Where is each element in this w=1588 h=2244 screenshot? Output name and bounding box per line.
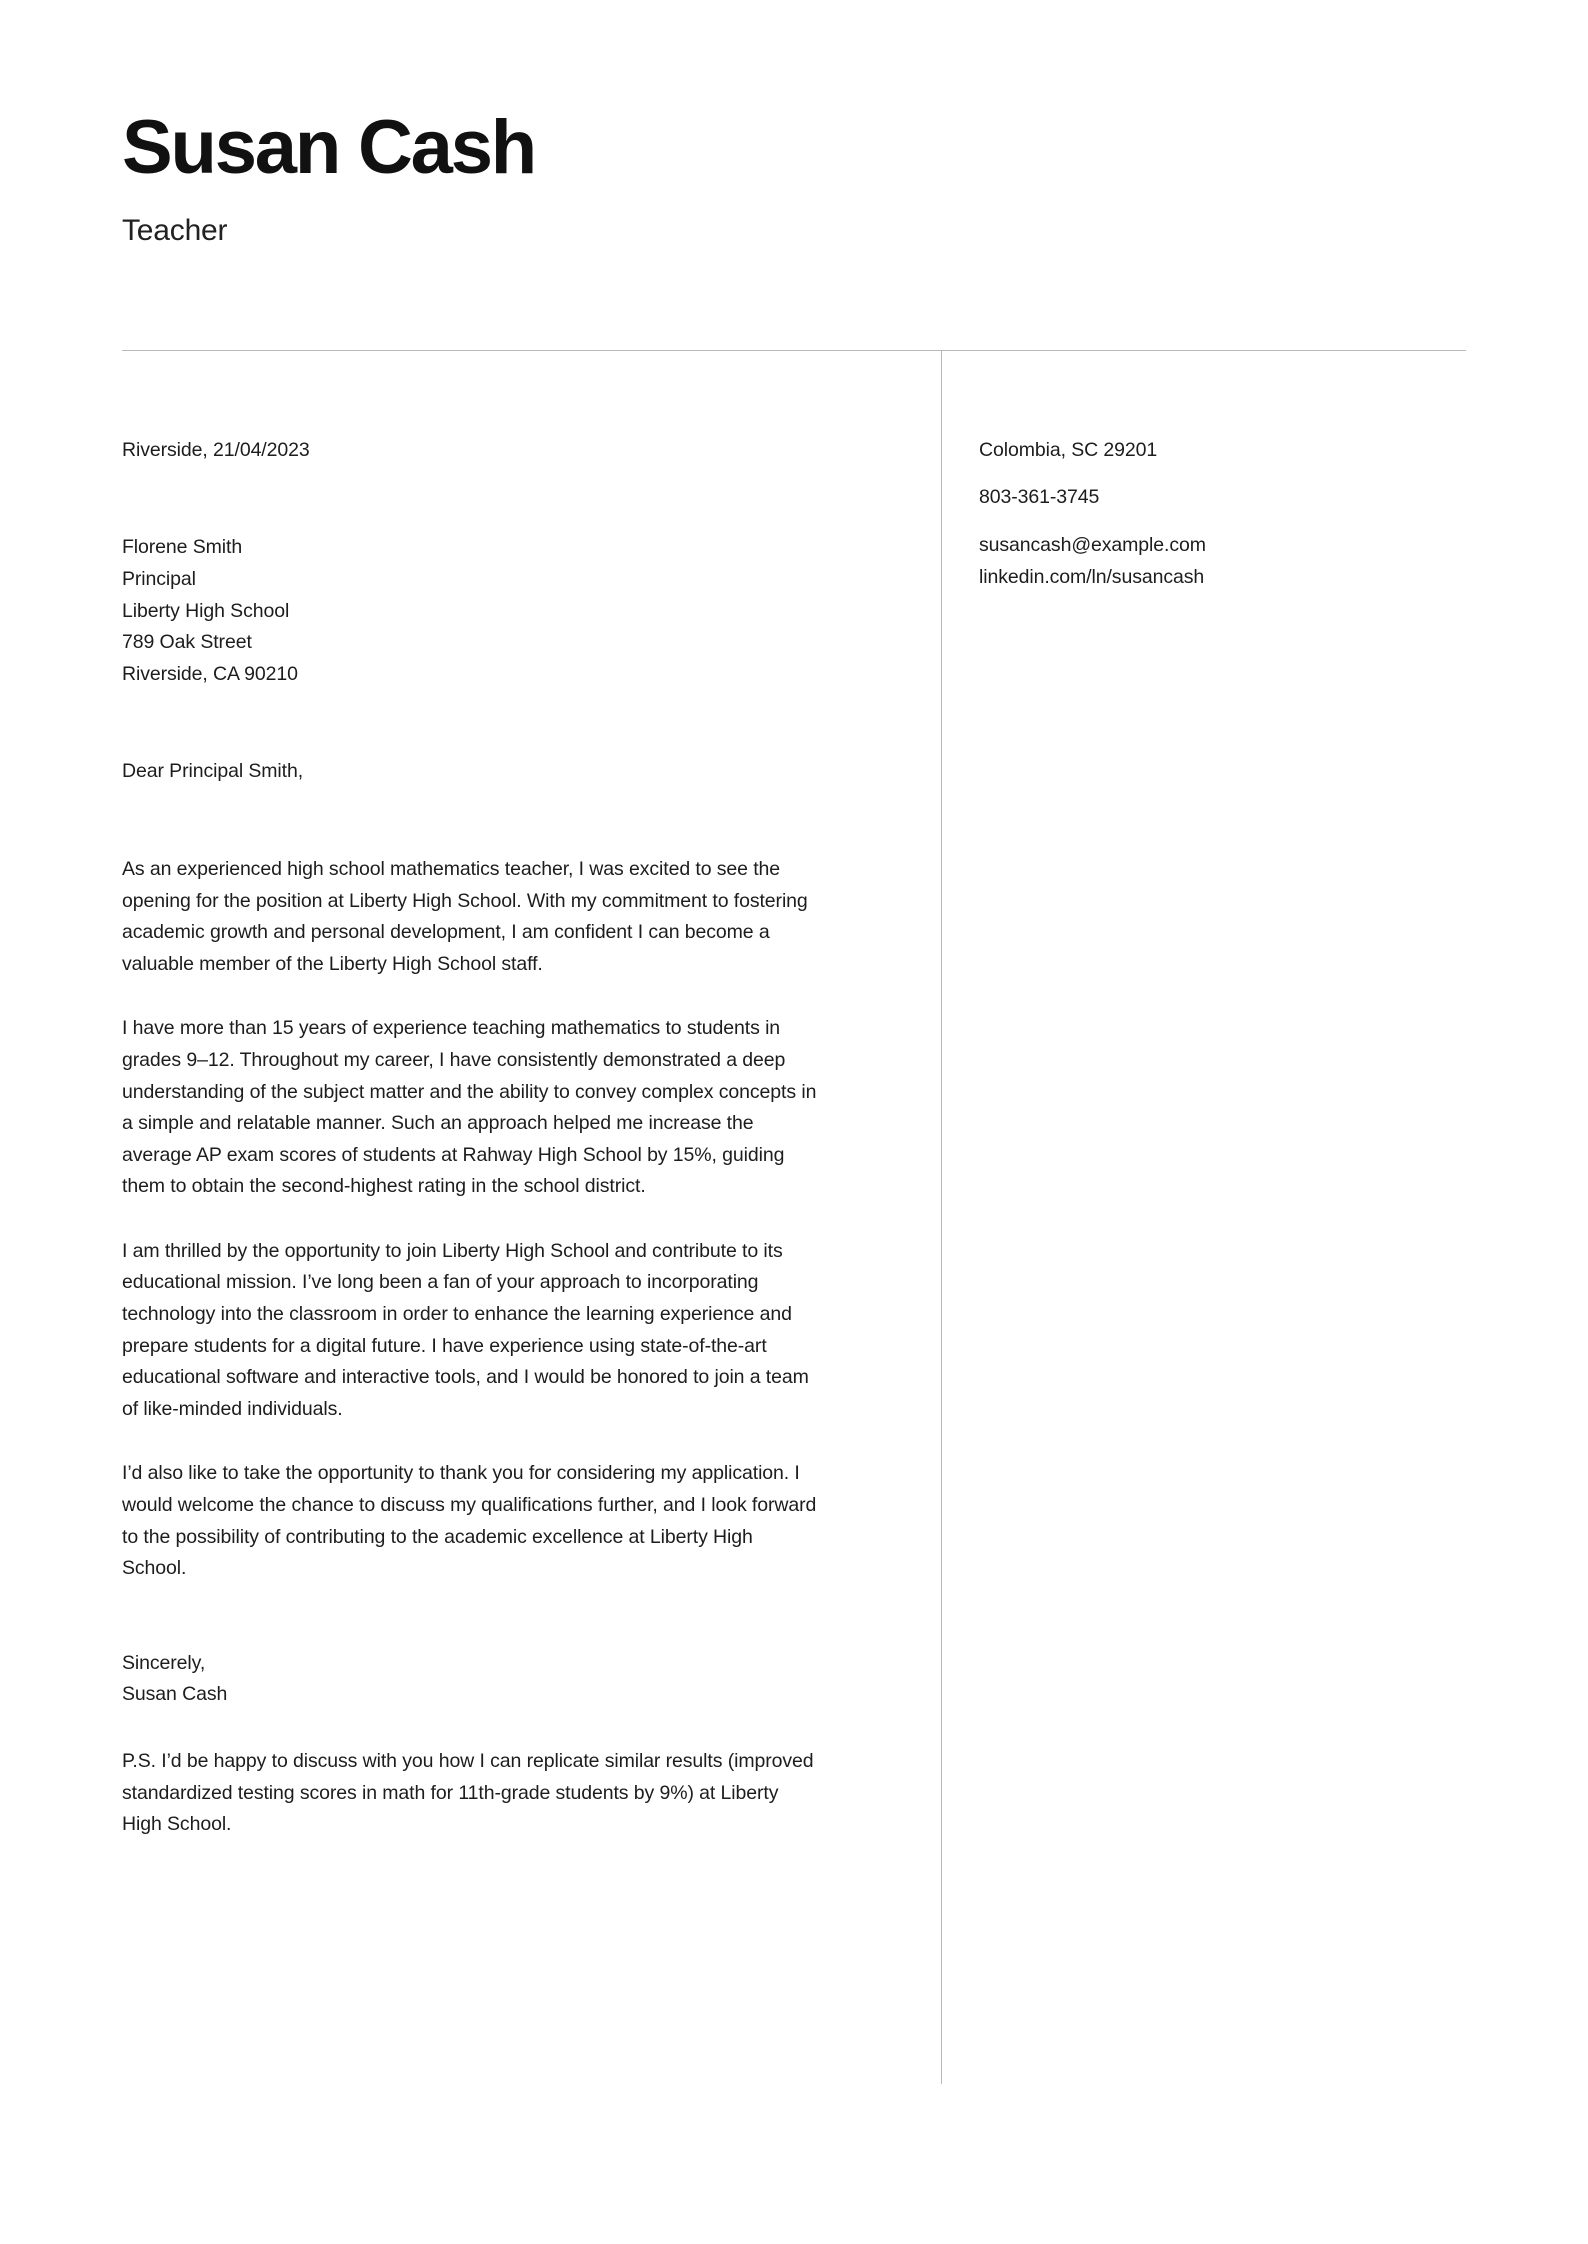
document-header <box>122 0 1466 248</box>
signature-name: Susan Cash <box>122 1683 228 1706</box>
document-body <box>122 351 1466 1841</box>
recipient-street: 789 Oak Street <box>122 631 252 654</box>
letter-paragraph-3: I am thrilled by the opportunity to join Liberty High School and contribute to its educational mission. I’ve long been a fan of your approach to incorporating technology into the classroom in order to enhance the learning experience and prepare students for a digital future. I have experience using state-of-the-art educational software and interactive tools, and I would be honored to join a team of like-minded individuals. <box>122 1239 809 1420</box>
salutation: Dear Principal Smith, <box>122 760 304 783</box>
closing: Sincerely, <box>122 1651 206 1674</box>
postscript: P.S. I’d be happy to discuss with you how I can replicate similar results (improved standardized testing scores in math for 11th-grade students by 9%) at Liberty High School. <box>122 1750 814 1836</box>
contact-email[interactable]: susancash@example.com <box>979 533 1206 556</box>
recipient-city-state-zip: Riverside, CA 90210 <box>122 662 298 685</box>
letter-column <box>122 351 882 1841</box>
signature-block <box>122 1648 822 1711</box>
recipient-role: Principal <box>122 567 196 590</box>
recipient-name: Florene Smith <box>122 536 243 559</box>
letter-paragraph-1: As an experienced high school mathematics teacher, I was excited to see the opening for the position at Liberty High School. With my commitment to fostering academic growth and personal development, I am confident I can become a valuable member of the Liberty High School staff. <box>122 857 808 975</box>
letter-paragraph-4: I’d also like to take the opportunity to thank you for considering my application. I would welcome the chance to discuss my qualifications further, and I look forward to the possibility of contributing to the academic excellence at Liberty High School. <box>122 1462 817 1580</box>
contact-linkedin[interactable]: linkedin.com/ln/susancash <box>979 565 1205 588</box>
vertical-divider <box>941 351 942 2084</box>
contact-location: Colombia, SC 29201 <box>979 438 1158 461</box>
page-title: Susan Cash <box>122 105 536 190</box>
letter-paragraph-2: I have more than 15 years of experience teaching mathematics to students in grades 9–12. Throughout my career, I have consistently demonstrated a deep understanding of the subject matter and the ability to convey complex concepts in a simple and relatable manner. Such an approach helped me increase the average AP exam scores of students at Rahway High School by 15%, guiding them to obtain the second-highest rating in the school district. <box>122 1017 817 1198</box>
contact-phone[interactable]: 803-361-3745 <box>979 486 1100 509</box>
recipient-block <box>122 532 822 690</box>
job-title: Teacher <box>122 213 228 247</box>
contact-column <box>882 351 1402 1841</box>
recipient-organization: Liberty High School <box>122 599 290 622</box>
place-and-date: Riverside, 21/04/2023 <box>122 438 310 461</box>
